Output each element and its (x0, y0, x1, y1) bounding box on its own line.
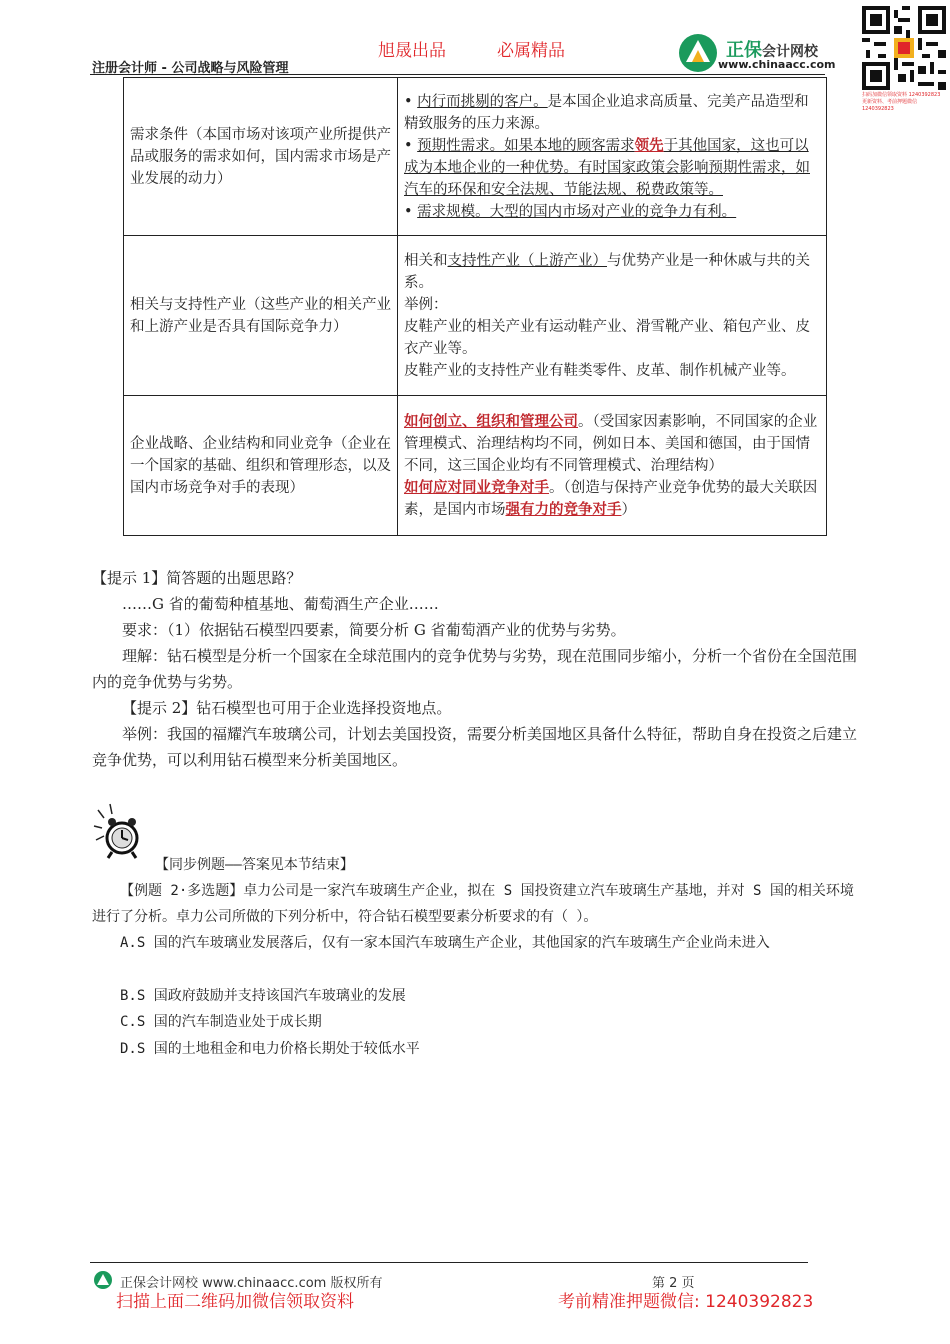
row-key: 相关与支持性产业（这些产业的相关产业和上游产业是否具有国际竞争力） (124, 236, 398, 396)
bullet: • (404, 137, 418, 154)
diamond-model-table (123, 77, 827, 536)
logo-url: www.chinaacc.com (718, 58, 836, 71)
strategy-heading-3: 强有力的竞争对手 (505, 500, 622, 518)
tip-2-example: 举例：我国的福耀汽车玻璃公司，计划去美国投资，需要分析美国地区具备什么特征，帮助自身在投资之后建立竞争优势，可以利用钻石模型来分析美国地区。 (92, 725, 858, 769)
option-c: C.S 国的汽车制造业处于成长期 (120, 1014, 322, 1030)
strategy-heading-1: 如何创立、组织和管理公司 (404, 412, 578, 430)
row-value (398, 236, 827, 396)
qr-caption: 扫码加微信领取资料 1240392823 更新资料、考前押题微信 1240392823 (862, 92, 941, 112)
demand-point-3 (404, 201, 820, 223)
table-row (124, 396, 827, 536)
tip-1-understanding: 理解：钻石模型是分析一个国家在全球范围内的竞争优势与劣势，现在范围同步缩小，分析一个省份在全国范围内的竞争优势与劣势。 (92, 647, 858, 691)
footer-page-number: 第 2 页 (652, 1276, 695, 1291)
alarm-clock-icon (92, 800, 152, 862)
strategy-text-1: 。（受国家因素影响，不同国家的企业管理模式、治理结构均不同，例如日本、美国和德国，由于国情不同，这三国企业均有不同管理模式、治理结构） (404, 413, 818, 474)
tip-1-case: ……G 省的葡萄种植基地、葡萄酒生产企业…… (122, 595, 439, 613)
point-title: 需求规模。大型的国内市场对产业的竞争力有利。 (417, 203, 737, 220)
footer-promo-left: 扫描上面二维码加微信领取资料 (116, 1292, 354, 1312)
exercise-question: 【例题 2·多选题】卓力公司是一家汽车玻璃生产企业，拟在 S 国投资建立汽车玻璃生产基地，并对 S 国的相关环境进行了分析。卓力公司所做的下列分析中，符合钻石模型要素分析要求的有（ ）。 (92, 883, 854, 925)
strategy-point-1 (404, 411, 820, 477)
header-promo-right: 必属精品 (497, 41, 565, 61)
point-text: 是本国企业追求高质量、完美产品造型和精致服务的压力来源。 (404, 93, 809, 132)
footer-copyright: 正保会计网校 www.chinaacc.com 版权所有 (120, 1276, 383, 1291)
intro-u: 支持性产业（上游产业） (447, 252, 607, 269)
tip-1-requirement: 要求：（1）依据钻石模型四要素，简要分析 G 省葡萄酒产业的优势与劣势。 (122, 621, 626, 639)
option-a: A.S 国的汽车玻璃业发展落后，仅有一家本国汽车玻璃生产企业，其他国家的汽车玻璃生产企业尚未进入 (120, 935, 770, 951)
example-related: 皮鞋产业的相关产业有运动鞋产业、滑雪靴产业、箱包产业、皮衣产业等。 (404, 318, 810, 357)
example-label: 举例： (404, 296, 448, 313)
table-row (124, 236, 827, 396)
tip-2-title: 【提示 2】钻石模型也可用于企业选择投资地点。 (122, 699, 452, 717)
header-divider (90, 74, 825, 75)
row-key: 需求条件（本国市场对该项产业所提供产品或服务的需求如何，国内需求市场是产业发展的动力） (124, 78, 398, 236)
table-row (124, 78, 827, 236)
exercise-section-title: 【同步例题——答案见本节结束】 (155, 857, 354, 873)
demand-point-1 (404, 91, 820, 135)
row-value (398, 396, 827, 536)
point-title: 内行而挑剔的客户。 (417, 93, 548, 110)
footer-divider (90, 1262, 808, 1263)
row-key: 企业战略、企业结构和同业竞争（企业在一个国家的基础、组织和管理形态，以及国内市场竞争对手的表现） (124, 396, 398, 536)
intro-a: 相关和 (404, 252, 448, 269)
bullet: • (404, 93, 418, 110)
wechat-qr-code-icon[interactable] (862, 6, 946, 90)
keyword: 领先 (634, 136, 664, 154)
point-text: 于其他国家，这也可以成为本地企业的一种优势。有时国家政策会影响预期性需求，如汽车的环保和安全法规、节能法规、税费政策等。 (404, 137, 810, 198)
header-promo-left: 旭晟出品 (378, 41, 446, 61)
intro-b: 与优势产业是一种休戚与共的关系。 (404, 252, 810, 291)
footer-promo-right: 考前精准押题微信: 1240392823 (558, 1292, 814, 1312)
option-d: D.S 国的土地租金和电力价格长期处于较低水平 (120, 1041, 420, 1057)
logo-name: 正保 (726, 40, 762, 61)
strategy-text-3: ） (621, 501, 636, 518)
strategy-text-2: 。（创造与保持产业竞争优势的最大关联因素，是国内市场 (404, 479, 818, 518)
point-title: 预期性需求。如果本地的顾客需求 (417, 137, 635, 154)
demand-point-2 (404, 135, 820, 201)
row-value (398, 78, 827, 236)
chinaacc-logo-icon (676, 32, 724, 74)
bullet: • (404, 203, 418, 220)
strategy-point-2 (404, 477, 820, 521)
related-intro (404, 250, 820, 294)
example-supporting: 皮鞋产业的支持性产业有鞋类零件、皮革、制作机械产业等。 (404, 362, 796, 379)
course-title: 注册会计师 - 公司战略与风险管理 (92, 61, 289, 76)
tip-1-title: 【提示 1】简答题的出题思路？ (92, 569, 302, 587)
footer-logo-icon (92, 1270, 116, 1290)
option-b: B.S 国政府鼓励并支持该国汽车玻璃业的发展 (120, 988, 406, 1004)
logo-sub: 会计网校 (762, 44, 818, 60)
strategy-heading-2: 如何应对同业竞争对手 (404, 478, 549, 496)
